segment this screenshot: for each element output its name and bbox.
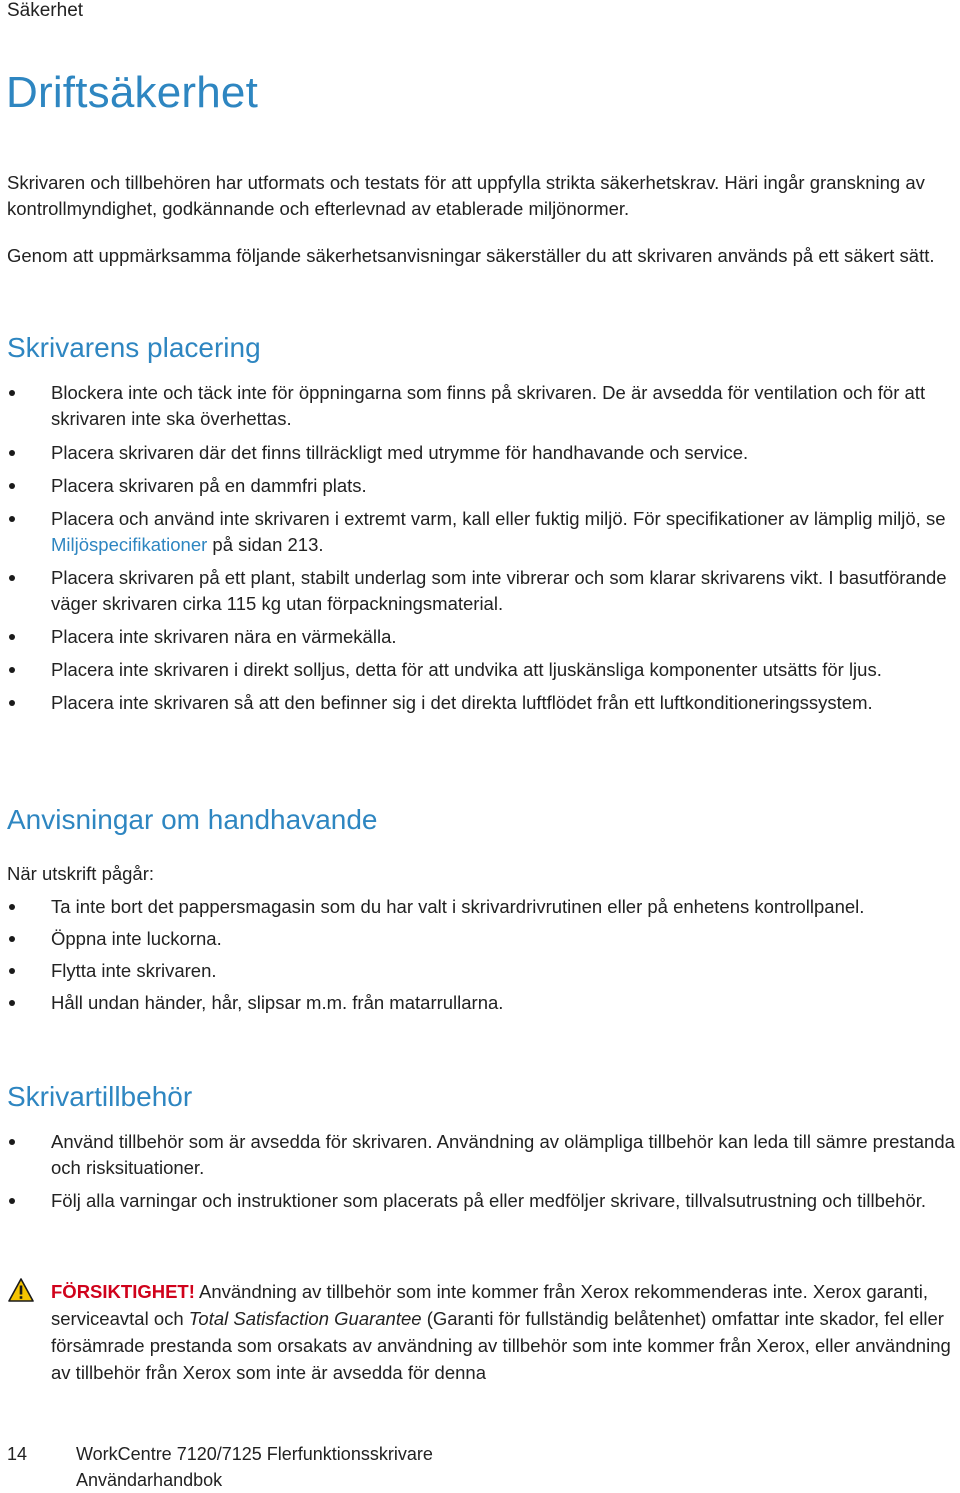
footer-guide: Användarhandbok <box>76 1470 223 1490</box>
bullet-icon <box>9 1000 15 1006</box>
list-item-text: Placera inte skrivaren nära en värmekälla. <box>51 626 397 647</box>
list-item-text: Använd tillbehör som är avsedda för skrivaren. Användning av olämpliga tillbehör kan leda till sämre prestanda och risksituationer. <box>51 1131 955 1178</box>
list-item <box>0 990 955 1016</box>
list-item-text: Placera skrivaren där det finns tillräckligt med utrymme för handhavande och service. <box>51 442 749 463</box>
list-item-text: Håll undan händer, hår, slipsar m.m. från matarrullarna. <box>51 992 504 1013</box>
footer-product: WorkCentre 7120/7125 Flerfunktionsskrivare <box>76 1444 433 1464</box>
handling-heading: Anvisningar om handhavande <box>7 804 378 835</box>
bullet-icon <box>9 700 15 706</box>
list-item <box>0 894 955 920</box>
list-item <box>0 380 955 432</box>
caution-notice <box>0 1278 955 1386</box>
page-number: 14 <box>7 1444 28 1464</box>
list-item <box>0 473 955 499</box>
section-label: Säkerhet <box>7 0 84 21</box>
list-item-text: Flytta inte skrivaren. <box>51 960 217 981</box>
intro-paragraph-1: Skrivaren och tillbehören har utformats och testats för att uppfylla strikta säkerhetskrav. Häri ingår granskning av kontrollmyndighet, godkännande och efterlevnad av etablerade miljönormer. <box>7 172 925 219</box>
list-item-text: Följ alla varningar och instruktioner som placerats på eller medföljer skrivare, tillvalsutrustning och tillbehör. <box>51 1190 927 1211</box>
list-item-text: Placera inte skrivaren så att den befinner sig i det direkta luftflödet från ett luftkonditioneringssystem. <box>51 692 873 713</box>
list-item <box>0 926 955 952</box>
accessories-list <box>0 1129 955 1221</box>
placement-list <box>0 380 955 723</box>
handling-list <box>0 894 955 1022</box>
list-item <box>0 1129 955 1181</box>
list-item-text: Ta inte bort det pappersmagasin som du har valt i skrivardrivrutinen eller på enhetens kontrollpanel. <box>51 896 865 917</box>
bullet-icon <box>9 1198 15 1204</box>
handling-intro: När utskrift pågår: <box>7 863 155 884</box>
bullet-icon <box>9 634 15 640</box>
accessories-heading: Skrivartillbehör <box>7 1081 193 1112</box>
bullet-icon <box>9 516 15 522</box>
list-item-text: Blockera inte och täck inte för öppningarna som finns på skrivaren. De är avsedda för ventilation och för att skrivaren inte ska överhettas. <box>51 382 926 429</box>
bullet-icon <box>9 575 15 581</box>
caution-text <box>0 1278 955 1386</box>
list-item <box>0 690 955 716</box>
list-item-text: Öppna inte luckorna. <box>51 928 222 949</box>
bullet-icon <box>9 904 15 910</box>
caution-body: Användning av tillbehör som inte kommer från Xerox rekommenderas inte. Xerox garanti, serviceavtal och <box>51 1281 929 1329</box>
bullet-icon <box>9 483 15 489</box>
list-item-text: Placera skrivaren på ett plant, stabilt underlag som inte vibrerar och som klarar skrivarens vikt. I basutförande väger skrivaren cirka 115 kg utan förpackningsmaterial. <box>51 567 947 614</box>
bullet-icon <box>9 450 15 456</box>
bullet-icon <box>9 390 15 396</box>
list-item <box>0 624 955 650</box>
list-item <box>0 1188 955 1214</box>
bullet-icon <box>9 667 15 673</box>
list-item <box>0 506 955 558</box>
list-item <box>0 657 955 683</box>
intro-paragraph-2: Genom att uppmärksamma följande säkerhetsanvisningar säkerställer du att skrivaren används på ett säkert sätt. <box>7 245 935 266</box>
placement-heading: Skrivarens placering <box>7 332 261 363</box>
page-title: Driftsäkerhet <box>6 68 259 117</box>
list-item-text: Placera och använd inte skrivaren i extremt varm, kall eller fuktig miljö. För specifikationer av lämplig miljö, se <box>51 508 946 529</box>
list-item-text: på sidan 213. <box>207 534 324 555</box>
list-item-text: Placera inte skrivaren i direkt solljus, detta för att undvika att ljuskänsliga komponenter utsätts för ljus. <box>51 659 882 680</box>
caution-body: (Garanti för fullständig belåtenhet) omfattar inte skador, fel eller försämrade prestanda som orsakats av användning av tillbehör som inte kommer från Xerox, eller användning av tillbehör från Xerox som inte är avsedda för denna <box>51 1308 951 1383</box>
bullet-icon <box>9 1139 15 1145</box>
warning-triangle-icon <box>8 1278 34 1302</box>
list-item <box>0 958 955 984</box>
list-item <box>0 440 955 466</box>
environment-spec-link[interactable]: Miljöspecifikationer <box>51 534 208 555</box>
list-item-text: Placera skrivaren på en dammfri plats. <box>51 475 367 496</box>
list-item <box>0 565 955 617</box>
caution-emphasis: Total Satisfaction Guarantee <box>188 1308 422 1329</box>
caution-label: FÖRSIKTIGHET! <box>51 1281 195 1302</box>
bullet-icon <box>9 936 15 942</box>
bullet-icon <box>9 968 15 974</box>
